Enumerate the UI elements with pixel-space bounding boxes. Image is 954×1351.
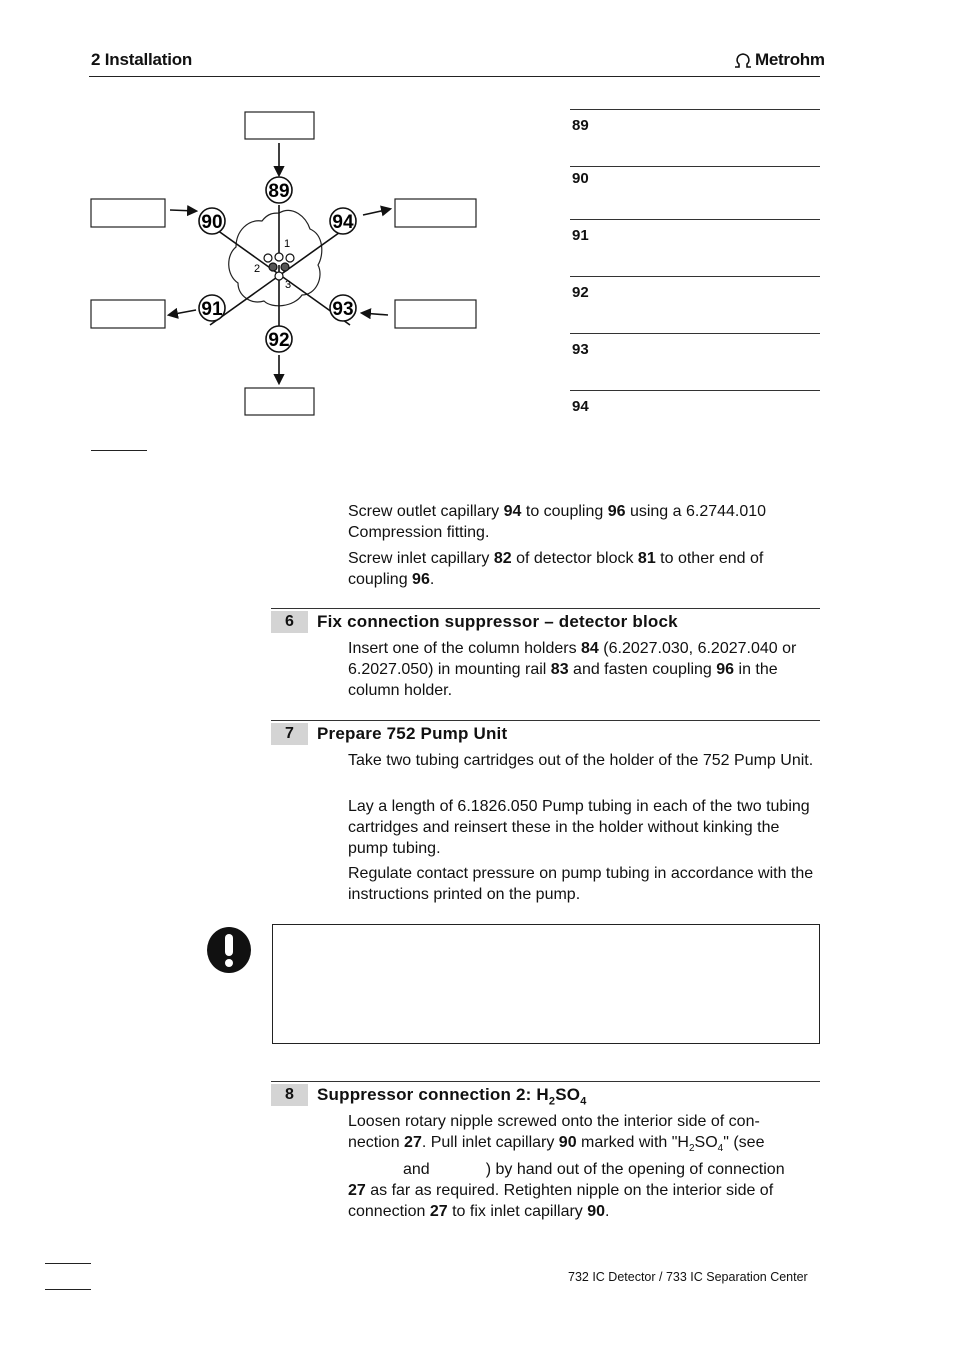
port-circle [275,253,283,261]
step-rule [271,720,820,721]
step-title: Fix connection suppressor – detector block [317,612,678,631]
legend-number: 89 [572,117,589,134]
step-rule [271,608,820,609]
brand-name: Metrohm [755,50,825,69]
box-top [245,112,314,139]
svg-text:90: 90 [201,212,223,233]
step-title: Suppressor connection 2: $H_2SO_4$ [317,1085,587,1108]
box-left-upper [91,199,165,227]
port-circle [269,263,277,271]
footer-rule [45,1289,91,1290]
step-number: 7 [271,723,308,745]
svg-text:91: 91 [201,299,223,320]
legend-number: 92 [572,284,589,301]
figure-caption-rule [91,450,147,451]
callout [330,208,356,234]
callout [199,208,225,234]
svg-text:89: 89 [268,181,290,202]
port-label: 2 [254,263,261,275]
svg-text:94: 94 [332,212,354,233]
omega-logo-icon [733,52,753,68]
legend-rule [570,166,820,167]
step-number: 8 [271,1084,308,1106]
svg-text:92: 92 [268,330,290,351]
instruction-paragraph: Regulate contact pressure on pump tubing in accordance with the instructions printed on the pump. [348,865,814,903]
legend-number: 90 [572,170,589,187]
box-left-lower [91,300,165,328]
legend-number: 94 [572,398,589,415]
callout [199,295,225,321]
port-circle [275,272,283,280]
callout [266,326,292,352]
callout [266,177,292,203]
port-circle [281,263,289,271]
legend-rule [570,333,820,334]
instruction-paragraph: Lay a length of 6.1826.050 Pump tubing in each of the two tubing cartridges and reinsert these in the holder without kinking the pump tubing. [348,798,810,857]
footer-product: 732 IC Detector / 733 IC Separation Center [568,1270,808,1284]
callout [330,295,356,321]
instruction-paragraph: Take two tubing cartridges out of the holder of the 752 Pump Unit. [348,752,814,769]
legend-rule [570,219,820,220]
step-number: 6 [271,611,308,633]
instruction-paragraph: Screw inlet capillary 82 of detector block 81 to other end of coupling 96. [348,550,764,588]
instruction-paragraph: Screw outlet capillary 94 to coupling 96 using a 6.2744.010 Compression fitting. [348,503,767,541]
port-label: 1 [284,238,291,250]
legend-number: 91 [572,227,589,244]
step-title: Prepare 752 Pump Unit [317,724,508,743]
box-bottom [245,388,314,415]
footer-rule [45,1263,91,1264]
exclamation-warning-icon [205,925,253,975]
brand-logo [733,50,825,70]
port-label: 3 [285,279,292,291]
legend-rule [570,276,820,277]
legend-rule [570,390,820,391]
header-rule [89,76,820,77]
port-circle [286,254,294,262]
valve-connection-diagram [88,105,483,425]
section-header: 2 Installation [91,50,193,69]
instruction-paragraph: Loosen rotary nipple screwed onto the interior side of con- nection 27. Pull inlet capillary 90 marked with "$H_2SO_4$" (see and ) by hand out of the opening of connection 27 as far as required. Retighten nipple on the interior side of connection 27 to fix inlet capillary 90. [348,1113,785,1221]
step-rule [271,1081,820,1082]
box-right-lower [395,300,476,328]
svg-text:93: 93 [332,299,354,320]
legend-rule [570,109,820,110]
instruction-paragraph: Insert one of the column holders 84 (6.2027.030, 6.2027.040 or 6.2027.050) in mounting rail 83 and fasten coupling 96 in the column holder. [348,640,797,699]
box-right-upper [395,199,476,227]
port-circle [264,254,272,262]
note-box [272,924,820,1044]
legend-number: 93 [572,341,589,358]
